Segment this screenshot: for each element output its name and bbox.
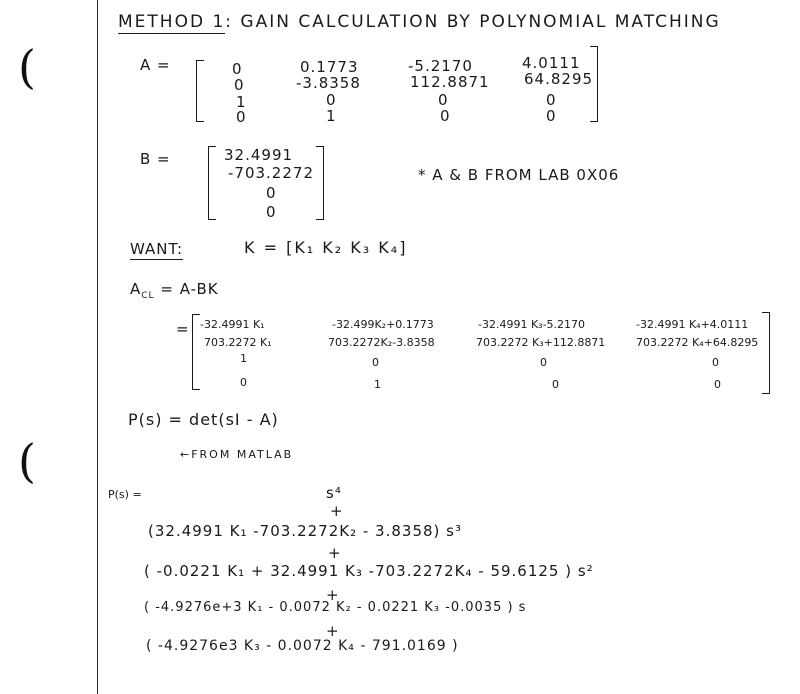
acl-cell: 1: [240, 352, 247, 365]
matrix-a-cell: 4.0111: [522, 54, 581, 72]
acl-cell: -32.4991 K₃-5.2170: [478, 318, 586, 331]
from-matlab-note: ←FROM MATLAB: [180, 448, 294, 461]
acl-cell: 0: [712, 356, 719, 369]
matrix-a-cell: 0: [234, 76, 245, 94]
matrix-a-cell: 0: [232, 60, 243, 78]
source-note: * A & B FROM LAB 0X06: [418, 166, 620, 184]
page-title: [118, 12, 721, 32]
matrix-a-cell: 0: [546, 91, 557, 109]
poly-plus: +: [326, 586, 340, 604]
matrix-a-cell: -5.2170: [408, 57, 473, 75]
title-method: METHOD 1: [118, 12, 226, 32]
acl-cell: 703.2272 K₄+64.8295: [636, 336, 759, 349]
matrix-a-cell: 112.8871: [410, 73, 490, 91]
acl-label-sub: CL: [141, 291, 155, 301]
matrix-a-cell: 0: [326, 91, 337, 109]
matrix-a-cell: 1: [236, 93, 247, 111]
title-rest: : GAIN CALCULATION BY POLYNOMIAL MATCHING: [225, 12, 721, 32]
binder-hole-bottom: (: [18, 434, 36, 488]
acl-cell: -32.4991 K₄+4.0111: [636, 318, 749, 331]
gain-vector: K = [K₁ K₂ K₃ K₄]: [244, 238, 408, 257]
acl-cell: 0: [714, 378, 721, 391]
matrix-a-cell: 0: [438, 91, 449, 109]
poly-term-s3: (32.4991 K₁ -703.2272K₂ - 3.8358) s³: [148, 522, 462, 540]
poly-label: P(s) =: [108, 488, 142, 501]
acl-cell: -32.4991 K₁: [200, 318, 265, 331]
binder-hole-top: (: [18, 40, 36, 94]
matrix-b-cell: -703.2272: [228, 164, 314, 182]
matrix-b-cell: 0: [266, 184, 277, 202]
matrix-b-right-bracket: [316, 146, 324, 220]
acl-cell: 0: [372, 356, 379, 369]
matrix-a-cell: 0.1773: [300, 58, 359, 76]
acl-cell: 703.2272K₂-3.8358: [328, 336, 435, 349]
matrix-b-cell: 0: [266, 203, 277, 221]
matrix-a-cell: 64.8295: [524, 70, 594, 88]
poly-term-s0: ( -4.9276e3 K₃ - 0.0072 K₄ - 791.0169 ): [146, 638, 459, 654]
matrix-b-label: B =: [140, 150, 171, 168]
acl-left-bracket: [192, 314, 200, 390]
poly-term-s1: ( -4.9276e+3 K₁ - 0.0072 K₂ - 0.0221 K₃ -0.0035 ) s: [144, 600, 527, 615]
poly-plus: +: [328, 544, 342, 562]
acl-cell: 703.2272 K₁: [204, 336, 272, 349]
poly-plus: +: [330, 502, 344, 520]
matrix-a-cell: 0: [236, 108, 247, 126]
acl-right-bracket: [762, 312, 770, 394]
acl-cell: 1: [374, 378, 381, 391]
acl-cell: 0: [240, 376, 247, 389]
matrix-a-cell: 0: [440, 107, 451, 125]
margin-line: [97, 0, 98, 694]
acl-cell: 703.2272 K₃+112.8871: [476, 336, 606, 349]
acl-label-a: A: [130, 280, 142, 298]
matrix-a-cell: 0: [546, 107, 557, 125]
poly-term-s4: s⁴: [326, 484, 342, 502]
char-poly-definition: P(s) = det(sI - A): [128, 410, 279, 429]
acl-label: [130, 280, 219, 301]
matrix-a-cell: -3.8358: [296, 74, 361, 92]
matrix-a-cell: 1: [326, 107, 337, 125]
matrix-b-left-bracket: [208, 146, 216, 220]
matrix-b-cell: 32.4991: [224, 146, 294, 164]
acl-label-rest: = A-BK: [160, 280, 219, 298]
matrix-a-left-bracket: [196, 60, 204, 122]
acl-cell: 0: [540, 356, 547, 369]
acl-cell: 0: [552, 378, 559, 391]
want-label: WANT:: [130, 240, 184, 258]
acl-cell: -32.499K₂+0.1773: [332, 318, 434, 331]
matrix-a-label: A =: [140, 56, 171, 74]
poly-plus: +: [326, 622, 340, 640]
poly-term-s2: ( -0.0221 K₁ + 32.4991 K₃ -703.2272K₄ - 59.6125 ) s²: [144, 562, 594, 580]
acl-equals: =: [176, 320, 190, 338]
